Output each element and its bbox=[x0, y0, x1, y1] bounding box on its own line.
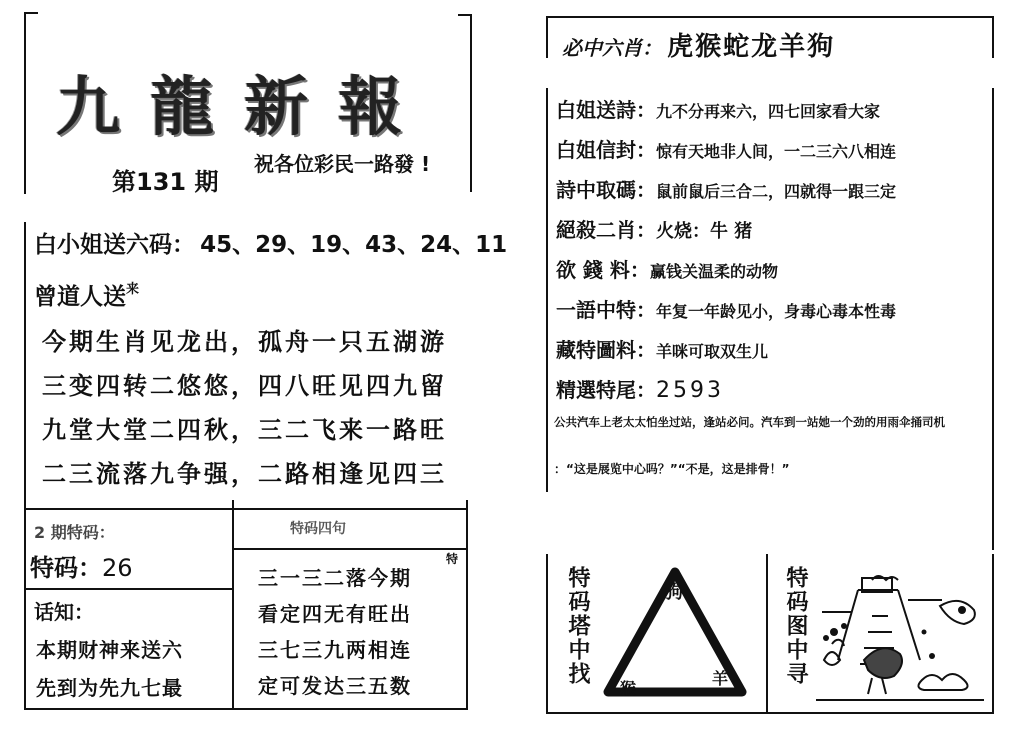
info-row bbox=[556, 334, 896, 374]
right-poem-lines bbox=[258, 562, 412, 706]
issue-number: 第131 期 bbox=[112, 168, 219, 196]
greeting-text: 祝各位彩民一路發 ! bbox=[254, 152, 431, 176]
row-value: 鼠前鼠后三合二，四就得一跟三定 bbox=[656, 182, 897, 201]
info-row bbox=[556, 294, 896, 334]
info-row bbox=[556, 94, 896, 134]
row-value: 火烧：牛 猪 bbox=[656, 221, 753, 242]
newspaper-title: 九龍新報 bbox=[56, 70, 432, 145]
tips-line: 本期财神来送六 bbox=[36, 638, 183, 662]
zodiac-row bbox=[562, 26, 835, 63]
tower-top: 狗 bbox=[665, 582, 683, 603]
row-label: 一語中特： bbox=[556, 298, 656, 322]
six-codes-row: 白小姐送六码： 45、29、19、43、24、11 bbox=[34, 232, 508, 258]
right-poem-line: 三一三二落今期 bbox=[258, 566, 412, 590]
row-value: 赢钱关温柔的动物 bbox=[649, 262, 778, 281]
right-poem-heading: 特码四句 bbox=[290, 521, 346, 537]
tips-lines bbox=[36, 634, 183, 710]
special-code-heading: 2 期特码： bbox=[34, 523, 115, 542]
joke-line-1: 公共汽车上老太太怕坐过站，逢站必问。汽车到一站她一个劲的用雨伞捅司机 bbox=[554, 415, 945, 429]
right-poem-line: 三七三九两相连 bbox=[258, 638, 412, 662]
row-label: 欲 錢 料： bbox=[556, 258, 650, 282]
row-value: 2593 bbox=[656, 378, 724, 403]
row-label: 精選特尾： bbox=[556, 378, 656, 402]
joke-line-2: ：“这是展览中心吗？”“不是，这是排骨！” bbox=[554, 462, 790, 476]
right-poem-line: 看定四无有旺出 bbox=[258, 602, 412, 626]
special-code-label: 特码： bbox=[30, 554, 102, 582]
zodiac-value: 虎猴蛇龙羊狗 bbox=[667, 32, 836, 62]
tower-bottom-right: 羊 bbox=[712, 669, 729, 688]
poem-line: 九堂大堂二四秋，三二飞来一路旺 bbox=[42, 416, 447, 444]
poem-line: 今期生肖见龙出，孤舟一只五湖游 bbox=[42, 328, 447, 356]
row-value: 年复一年龄见小，身毒心毒本性毒 bbox=[656, 302, 897, 321]
poem-line: 三变四转二悠悠，四八旺见四九留 bbox=[42, 372, 447, 400]
info-rows bbox=[556, 94, 896, 406]
bird-scene-illustration bbox=[812, 560, 988, 708]
zodiac-label: 必中六肖： bbox=[562, 36, 662, 60]
person-label: 曾道人送 bbox=[34, 284, 126, 310]
six-codes-numbers: 45、29、19、43、24、11 bbox=[200, 232, 508, 258]
special-code-row bbox=[30, 548, 133, 583]
info-row bbox=[556, 214, 896, 254]
tips-heading: 话知： bbox=[34, 600, 94, 624]
right-poem-line: 定可发达三五数 bbox=[258, 674, 412, 698]
info-row bbox=[556, 174, 896, 214]
special-code-value: 26 bbox=[102, 554, 133, 582]
row-label: 絕殺二肖： bbox=[556, 218, 656, 242]
person-partial-text: 来 bbox=[126, 282, 140, 297]
strip-text: 特 bbox=[446, 552, 459, 566]
row-value: 惊有天地非人间，一二三六八相连 bbox=[656, 142, 897, 161]
row-value: 羊咪可取双生儿 bbox=[656, 342, 769, 361]
tips-line: 先到为先九七最 bbox=[36, 676, 183, 700]
six-codes-label: 白小姐送六码 bbox=[34, 232, 172, 258]
poem-block bbox=[42, 322, 447, 498]
tower-bottom-left: 猴 bbox=[620, 679, 637, 698]
tower-side-label: 特码塔中找 bbox=[565, 566, 590, 686]
row-label: 詩中取碼： bbox=[556, 178, 656, 202]
row-label: 藏特圖料： bbox=[556, 338, 656, 362]
row-value: 九不分再来六，四七回家看大家 bbox=[656, 102, 881, 121]
info-row bbox=[556, 134, 896, 174]
poem-line: 二三流落九争强，二路相逢见四三 bbox=[42, 460, 447, 488]
row-label: 白姐信封： bbox=[556, 138, 656, 162]
row-label: 白姐送詩： bbox=[556, 98, 656, 122]
picture-side-label: 特码图中寻 bbox=[783, 566, 808, 686]
info-row bbox=[556, 254, 896, 294]
person-row bbox=[34, 278, 139, 311]
info-row bbox=[556, 374, 896, 406]
